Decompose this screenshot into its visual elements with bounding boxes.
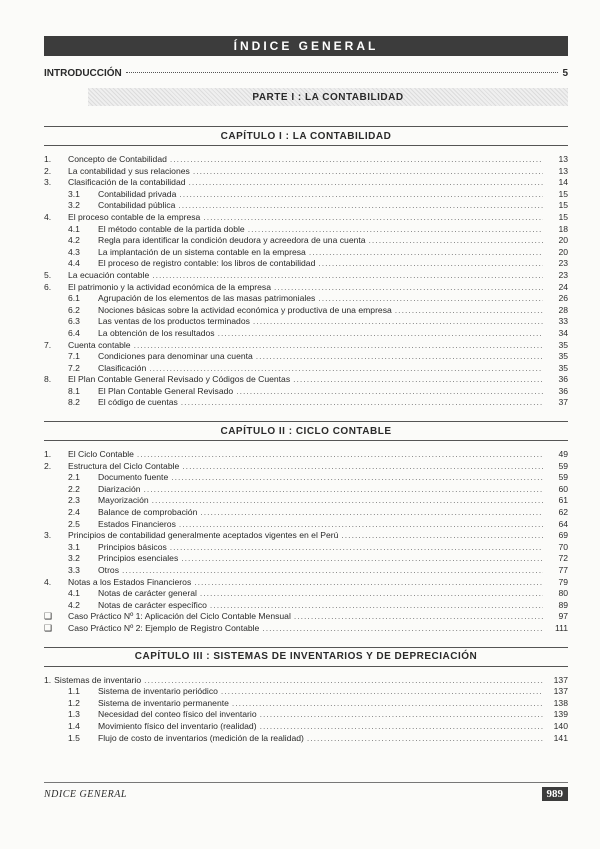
- toc-subentry[interactable]: [44, 733, 568, 745]
- leader-dots: [262, 623, 543, 635]
- entry-title: El patrimonio y la actividad económica de la empresa: [68, 281, 272, 292]
- entry-title: El proceso de registro contable: los libros de contabilidad: [98, 258, 316, 269]
- entry-number: 6.2: [68, 304, 80, 315]
- leader-dots: [318, 258, 543, 270]
- entry-page: 72: [558, 553, 568, 564]
- entry-number: 1.1: [68, 686, 80, 697]
- leader-dots: [256, 351, 543, 363]
- part-title: PARTE I : LA CONTABILIDAD: [252, 91, 404, 103]
- entry-number: 1.: [44, 674, 52, 685]
- entry-title: El código de cuentas: [98, 397, 178, 408]
- toc-subentry[interactable]: [44, 351, 568, 363]
- entry-page: 15: [558, 211, 568, 222]
- entry-page: 34: [558, 327, 568, 338]
- leader-dots: [144, 484, 543, 496]
- entry-title: Clasificación: [98, 362, 147, 373]
- toc-subentry[interactable]: [44, 189, 568, 201]
- entry-title: Las ventas de los productos terminados: [98, 316, 250, 327]
- entry-number: 3.: [44, 530, 52, 541]
- entry-number: 2.4: [68, 507, 80, 518]
- leader-dots: [395, 305, 543, 317]
- entry-number: 7.2: [68, 362, 80, 373]
- entry-title: Regla para identificar la condición deudora y acreedora de una cuenta: [98, 235, 366, 246]
- entry-title: Balance de comprobación: [98, 507, 198, 518]
- entry-title: Notas de carácter general: [98, 588, 197, 599]
- entry-number: 3.1: [68, 188, 80, 199]
- leader-dots: [152, 270, 543, 282]
- toc-subentry[interactable]: [44, 721, 568, 733]
- intro-entry[interactable]: [44, 68, 568, 79]
- toc-entry[interactable]: [44, 270, 568, 282]
- toc-entry[interactable]: [44, 374, 568, 386]
- chapter-title: CAPÍTULO I : LA CONTABILIDAD: [220, 130, 392, 142]
- leader-dots: [232, 698, 543, 710]
- leader-dots: [218, 328, 543, 340]
- entry-title: El Plan Contable General Revisado y Códigos de Cuentas: [68, 374, 291, 385]
- entry-number: 4.2: [68, 235, 80, 246]
- leader-dots: [194, 577, 543, 589]
- entry-page: 33: [558, 316, 568, 327]
- entry-page: 69: [558, 530, 568, 541]
- entry-page: 49: [558, 449, 568, 460]
- entry-title: Clasificación de la contabilidad: [68, 177, 186, 188]
- toc-entry[interactable]: [44, 212, 568, 224]
- chapter-entries: [44, 675, 568, 745]
- entry-page: 70: [558, 541, 568, 552]
- leader-dots: [274, 282, 543, 294]
- entry-number: 6.3: [68, 316, 80, 327]
- entry-page: 35: [558, 362, 568, 373]
- entry-page: 79: [558, 576, 568, 587]
- toc-subentry[interactable]: [44, 507, 568, 519]
- entry-title: Sistema de inventario periódico: [98, 686, 218, 697]
- entry-title: Movimiento físico del inventario (realidad): [98, 720, 257, 731]
- toc-subentry[interactable]: [44, 600, 568, 612]
- toc-entry[interactable]: [44, 154, 568, 166]
- entry-number: 2.1: [68, 472, 80, 483]
- leader-dots: [189, 177, 543, 189]
- toc-subentry[interactable]: [44, 686, 568, 698]
- toc-entry[interactable]: [44, 282, 568, 294]
- entry-number: 7.: [44, 339, 52, 350]
- entry-title: La implantación de un sistema contable en la empresa: [98, 246, 306, 257]
- toc-entry[interactable]: [44, 166, 568, 178]
- toc-subentry[interactable]: [44, 484, 568, 496]
- leader-dots: [318, 293, 543, 305]
- entry-title: Notas de carácter específico: [98, 599, 207, 610]
- entry-title: Contabilidad pública: [98, 200, 176, 211]
- entry-title: Estructura del Ciclo Contable: [68, 460, 180, 471]
- entry-page: 77: [558, 565, 568, 575]
- leader-dots: [181, 397, 543, 409]
- entry-page: 139: [553, 709, 568, 720]
- chapter-heading: [44, 126, 568, 146]
- entry-page: 23: [558, 269, 568, 280]
- checkbox-bullet-icon: ❑: [44, 622, 53, 633]
- entry-number: 4.1: [68, 223, 80, 234]
- chapter-heading: [44, 421, 568, 441]
- toc-entry[interactable]: [44, 623, 568, 635]
- entry-number: 1.: [44, 154, 52, 164]
- toc-subentry[interactable]: [44, 316, 568, 328]
- toc-subentry[interactable]: [44, 200, 568, 212]
- entry-number: 8.1: [68, 385, 80, 396]
- leader-dots: [170, 542, 543, 554]
- entry-number: 6.1: [68, 293, 80, 304]
- intro-label: INTRODUCCIÓN: [44, 68, 122, 79]
- entry-number: 2.2: [68, 483, 80, 494]
- entry-title: La contabilidad y sus relaciones: [68, 165, 190, 176]
- entry-page: 15: [558, 200, 568, 211]
- chapters-list: [44, 126, 568, 744]
- entry-page: 20: [558, 246, 568, 257]
- toc-entry[interactable]: [44, 530, 568, 542]
- entry-title: Mayorización: [98, 495, 149, 506]
- leader-dots: [170, 154, 543, 166]
- leader-dots: [221, 686, 543, 698]
- leader-dots: [126, 72, 559, 73]
- entry-page: 24: [558, 281, 568, 292]
- entry-number: 3.: [44, 177, 52, 188]
- toc-subentry[interactable]: [44, 553, 568, 565]
- toc-subentry[interactable]: [44, 386, 568, 398]
- entry-page: 35: [558, 351, 568, 362]
- toc-subentry[interactable]: [44, 328, 568, 340]
- part-banner: [88, 88, 568, 106]
- toc-subentry[interactable]: [44, 247, 568, 259]
- index-title: ÍNDICE GENERAL: [233, 39, 379, 53]
- toc-subentry[interactable]: [44, 565, 568, 577]
- entry-page: 59: [558, 472, 568, 483]
- entry-title: El proceso contable de la empresa: [68, 211, 201, 222]
- entry-page: 15: [558, 188, 568, 199]
- entry-number: 4.4: [68, 258, 80, 269]
- entry-page: 14: [558, 177, 568, 188]
- toc-entry[interactable]: [44, 449, 568, 461]
- entry-page: 137: [553, 674, 568, 685]
- entry-title: Documento fuente: [98, 472, 169, 483]
- entry-page: 20: [558, 235, 568, 246]
- footer-rule: [44, 782, 568, 783]
- entry-page: 60: [558, 483, 568, 494]
- leader-dots: [200, 588, 543, 600]
- toc-entry[interactable]: [44, 611, 568, 623]
- entry-number: 4.: [44, 576, 52, 587]
- leader-dots: [149, 363, 543, 375]
- entry-page: 140: [553, 720, 568, 731]
- chapter-title: CAPÍTULO III : SISTEMAS DE INVENTARIOS Y DE DEPRECIACIÓN: [134, 651, 478, 663]
- entry-title: Contabilidad privada: [98, 188, 177, 199]
- entry-number: 2.3: [68, 495, 80, 506]
- entry-page: 141: [553, 732, 568, 743]
- entry-number: 1.: [44, 449, 52, 460]
- toc-subentry[interactable]: [44, 542, 568, 554]
- chapter-entries: [44, 154, 568, 409]
- toc-subentry[interactable]: [44, 472, 568, 484]
- entry-number: 4.: [44, 211, 52, 222]
- entry-title: Nociones básicas sobre la actividad económica y productiva de una empresa: [98, 304, 392, 315]
- entry-number: 1.2: [68, 697, 80, 708]
- entry-page: 35: [558, 339, 568, 350]
- leader-dots: [178, 200, 543, 212]
- leader-dots: [253, 316, 543, 328]
- entry-title: Principios de contabilidad generalmente aceptados vigentes en el Perú: [68, 530, 339, 541]
- toc-entry[interactable]: [44, 577, 568, 589]
- chapter-entries: [44, 449, 568, 635]
- toc-subentry[interactable]: [44, 305, 568, 317]
- leader-dots: [182, 461, 543, 473]
- entry-title: Cuenta contable: [68, 339, 131, 350]
- toc-subentry[interactable]: [44, 519, 568, 531]
- leader-dots: [203, 212, 543, 224]
- entry-title: La obtención de los resultados: [98, 327, 215, 338]
- entry-title: Sistemas de inventario: [54, 674, 142, 685]
- entry-title: Concepto de Contabilidad: [68, 154, 167, 164]
- leader-dots: [260, 709, 543, 721]
- entry-number: 6.: [44, 281, 52, 292]
- leader-dots: [193, 166, 543, 178]
- entry-page: 23: [558, 258, 568, 269]
- entry-title: Caso Práctico Nº 2: Ejemplo de Registro Contable: [68, 622, 260, 633]
- entry-title: Condiciones para denominar una cuenta: [98, 351, 253, 362]
- leader-dots: [137, 449, 543, 461]
- entry-page: 37: [558, 397, 568, 408]
- leader-dots: [307, 733, 543, 745]
- entry-title: Principios esenciales: [98, 553, 179, 564]
- leader-dots: [236, 386, 543, 398]
- leader-dots: [369, 235, 543, 247]
- toc-subentry[interactable]: [44, 363, 568, 375]
- entry-page: 13: [558, 154, 568, 164]
- toc-subentry[interactable]: [44, 709, 568, 721]
- chapter-heading: [44, 647, 568, 667]
- leader-dots: [210, 600, 543, 612]
- toc-subentry[interactable]: [44, 224, 568, 236]
- entry-title: Necesidad del conteo físico del inventario: [98, 709, 257, 720]
- entry-title: Sistema de inventario permanente: [98, 697, 229, 708]
- entry-page: 18: [558, 223, 568, 234]
- toc-entry[interactable]: [44, 675, 568, 687]
- leader-dots: [179, 519, 543, 531]
- entry-title: Otros: [98, 565, 120, 575]
- leader-dots: [293, 374, 543, 386]
- toc-entry[interactable]: [44, 340, 568, 352]
- entry-page: 36: [558, 374, 568, 385]
- checkbox-bullet-icon: ❑: [44, 611, 53, 622]
- entry-page: 111: [554, 622, 568, 633]
- index-title-banner: [44, 36, 568, 56]
- entry-title: Principios básicos: [98, 541, 167, 552]
- footer-title: NDICE GENERAL: [44, 788, 127, 800]
- entry-title: Diarización: [98, 483, 141, 494]
- leader-dots: [171, 472, 543, 484]
- entry-title: El Plan Contable General Revisado: [98, 385, 234, 396]
- entry-title: Flujo de costo de inventarios (medición de la realidad): [98, 732, 304, 743]
- leader-dots: [179, 189, 543, 201]
- entry-page: 137: [553, 686, 568, 697]
- intro-page: 5: [562, 68, 568, 79]
- leader-dots: [341, 530, 543, 542]
- entry-title: Caso Práctico Nº 1: Aplicación del Ciclo Contable Mensual: [68, 611, 291, 622]
- entry-page: 97: [558, 611, 568, 622]
- entry-number: 2.: [44, 460, 52, 471]
- entry-number: 4.1: [68, 588, 80, 599]
- leader-dots: [309, 247, 543, 259]
- entry-number: 5.: [44, 269, 52, 280]
- toc-subentry[interactable]: [44, 397, 568, 409]
- entry-title: Agrupación de los elementos de las masas patrimoniales: [98, 293, 316, 304]
- toc-subentry[interactable]: [44, 698, 568, 710]
- entry-page: 13: [558, 165, 568, 176]
- entry-page: 62: [558, 507, 568, 518]
- entry-number: 8.2: [68, 397, 80, 408]
- toc-entry[interactable]: [44, 461, 568, 473]
- toc-subentry[interactable]: [44, 258, 568, 270]
- leader-dots: [294, 611, 543, 623]
- entry-number: 3.2: [68, 553, 80, 564]
- entry-page: 59: [558, 460, 568, 471]
- entry-number: 4.3: [68, 246, 80, 257]
- entry-number: 3.3: [68, 565, 80, 575]
- entry-number: 1.5: [68, 732, 80, 743]
- entry-number: 1.3: [68, 709, 80, 720]
- entry-number: 4.2: [68, 599, 80, 610]
- leader-dots: [122, 565, 543, 577]
- entry-number: 3.2: [68, 200, 80, 211]
- entry-title: Notas a los Estados Financieros: [68, 576, 192, 587]
- toc-entry[interactable]: [44, 177, 568, 189]
- index-page: [44, 36, 568, 744]
- entry-page: 28: [558, 304, 568, 315]
- entry-number: 8.: [44, 374, 52, 385]
- entry-number: 1.4: [68, 720, 80, 731]
- leader-dots: [144, 675, 543, 687]
- entry-title: El método contable de la partida doble: [98, 223, 245, 234]
- entry-title: Estados Financieros: [98, 518, 176, 529]
- leader-dots: [152, 495, 543, 507]
- page-footer: [44, 787, 568, 801]
- entry-page: 26: [558, 293, 568, 304]
- entry-page: 64: [558, 518, 568, 529]
- entry-title: El Ciclo Contable: [68, 449, 134, 460]
- entry-title: La ecuación contable: [68, 269, 150, 280]
- toc-subentry[interactable]: [44, 588, 568, 600]
- leader-dots: [200, 507, 543, 519]
- entry-number: 3.1: [68, 541, 80, 552]
- leader-dots: [260, 721, 543, 733]
- entry-page: 89: [558, 599, 568, 610]
- toc-subentry[interactable]: [44, 235, 568, 247]
- entry-number: 2.5: [68, 518, 80, 529]
- entry-number: 7.1: [68, 351, 80, 362]
- toc-subentry[interactable]: [44, 495, 568, 507]
- toc-subentry[interactable]: [44, 293, 568, 305]
- entry-number: 2.: [44, 165, 52, 176]
- chapter-title: CAPÍTULO II : CICLO CONTABLE: [220, 425, 392, 437]
- entry-page: 138: [553, 697, 568, 708]
- entry-page: 36: [558, 385, 568, 396]
- entry-page: 61: [558, 495, 568, 506]
- leader-dots: [134, 340, 543, 352]
- entry-page: 80: [558, 588, 568, 599]
- entry-number: 6.4: [68, 327, 80, 338]
- page-number-badge: 989: [542, 787, 569, 801]
- leader-dots: [248, 224, 543, 236]
- leader-dots: [181, 553, 543, 565]
